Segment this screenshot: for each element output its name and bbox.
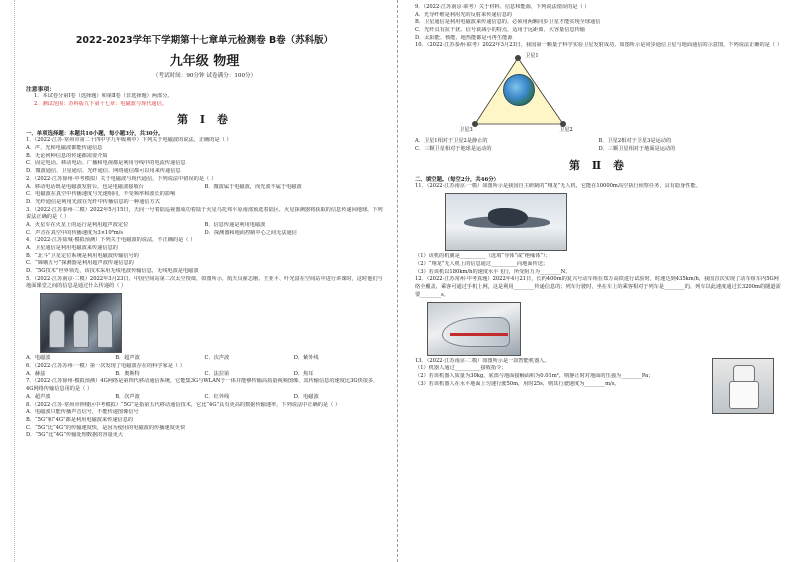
satellite-label-3: 卫星3 bbox=[459, 127, 473, 134]
exam-title: 2022-2023学年下学期第十七章单元检测卷 B卷（苏科版） bbox=[75, 35, 334, 46]
question-stem: 13．（2022·江苏南京·二模）如图所示是一款智能机器人。 bbox=[415, 357, 550, 364]
astronaut-figure bbox=[97, 310, 113, 348]
option: B．“北斗”卫星定位系统是利用电磁波传输信号的 bbox=[26, 252, 139, 259]
section-2-heading: 二、填空题。（每空2分，共46分） bbox=[415, 176, 500, 183]
option: C．红外线 bbox=[204, 393, 230, 400]
option: B．“5G”和“4G”都是利用电磁波来传递信息的 bbox=[26, 416, 134, 423]
question-stem: 5．（2022·江苏南京·二模）2022年3月23日，中国空间站第二次太空授课，如图所示，航天员翟志刚、王亚平、叶光富在空间站中进行讲课时，这时他们与地面课堂之间的信息是通过什么传递的（ ） bbox=[26, 275, 383, 290]
option: B．卫星通信是利用电磁波来传递信息的，必须用两颗同步卫星才能实现全球通信 bbox=[415, 19, 601, 26]
option-row bbox=[415, 146, 782, 154]
option: A．光导纤维是利用光的反射来传递信息的 bbox=[415, 11, 513, 18]
note-item: 1．本试卷分第Ⅰ卷（选择题）和第Ⅱ卷（非选择题）两部分。 bbox=[34, 93, 173, 99]
train-photo bbox=[427, 302, 521, 356]
question-stem: 9．（2022·江苏南京·联考）关于材料、信息和能源，下列说法错误的是（ ） bbox=[415, 4, 590, 10]
question-stem: 8．（2022·江苏·常州市钟楼区中考模拟）“5G”是指第五代移动通信技术，它比“4G”具有更高的数据传输速率，下列说法中正确的是（ ） bbox=[26, 401, 341, 408]
fill-blank: （1）机器人通过__________接收指令； bbox=[415, 365, 507, 372]
option: D．电磁波 bbox=[293, 393, 319, 400]
satellite-diagram bbox=[459, 52, 579, 136]
section-1-heading: 一、单项选择题：本题共10小题，每小题3分，共30分。 bbox=[26, 131, 164, 138]
option: A．卫星1相对于卫星2是静止的 bbox=[415, 138, 488, 145]
robot-head bbox=[733, 365, 755, 383]
notes-heading: 注意事项： bbox=[26, 87, 55, 93]
volume-1-heading: 第 Ⅰ 卷 bbox=[177, 113, 232, 127]
note-item-range: 2．测试范围：苏科版九下第十七章：电磁波与现代通信。 bbox=[34, 100, 167, 107]
exam-subject: 九年级 物理 bbox=[169, 54, 240, 69]
satellite-label-2: 卫星2 bbox=[559, 127, 573, 134]
drone-photo bbox=[445, 193, 567, 251]
robot-torso bbox=[729, 381, 759, 409]
option: D．三颗卫星相对于地面是运动的 bbox=[598, 145, 676, 152]
option: D．“5G技术”世界领先，该技术采用无线电波传输信息，无线电波是电磁波 bbox=[26, 268, 199, 275]
option: B．无论何种信息的传递都需要介质 bbox=[26, 152, 108, 159]
question-stem: 3．（2022·江苏泰州·二模）2022年5月15日，天问一号着陆巡视器成功着陆于火星乌托邦平原南部预选着陆区，火星探测器将获取的信息传递回地球，下列说法正确的是（ ） bbox=[26, 206, 383, 221]
option: C．光纤具有抗干扰、信号衰减小的特点，适用于远距离、大容量信息传输 bbox=[415, 27, 585, 34]
fill-blank: （2）“翔龙”无人机上的信息通过__________向地面传送； bbox=[415, 261, 549, 268]
question-stem: 7．（2022·江苏徐州·模拟预测）4G网络是第四代移动通信系统，它能集3G与WLAN于一体并能够传输高质量视频图像，其传输信息的速度比3G快很多，4G网络传输信息用的是（ ） bbox=[26, 378, 379, 393]
option-row bbox=[26, 371, 383, 379]
option: D．太阳能、核能、地热能都是可再生能源 bbox=[415, 34, 513, 41]
volume-2-heading: 第 Ⅱ 卷 bbox=[569, 158, 628, 172]
question-stem: 11．（2022·江苏南京·一模）如图所示是我国自主研制的“翔龙”无人机，它能在10000m高空执行侦察任务，具有隐身性能。 bbox=[415, 182, 701, 189]
option-row bbox=[415, 138, 782, 146]
question-stem: 10．（2022·江苏泰州·联考）2022年3月23日，我国第一颗量子科学实验卫星发射成功，如图所示是同步通信卫星与地面通信的示意图，下列说法正确的是（ ） bbox=[415, 42, 782, 49]
exam-time-score: （考试时间：90分钟 试卷满分：100分） bbox=[152, 73, 257, 79]
drone-body bbox=[488, 208, 528, 226]
question-stem: 12．（2022·江苏常州·中考真题）2022年4月21日，长约400m的复兴号动车组在郑万高铁进行试验时，时速达到435km/h，我国首次实现了动车组车内5G网络全覆盖，乘客可通过手机上网，这是利用________传递信息的；列车行驶时，坐在车上的乘客相对于列车是________的，列车以此速度通过长3200m的隧道需要________s。 bbox=[415, 276, 781, 298]
question-13-block bbox=[415, 358, 782, 389]
option: C．法拉第 bbox=[204, 370, 230, 377]
astronaut-figure bbox=[73, 310, 89, 348]
option: C．“5G”比“4G”的传输速度快，是因为使用的电磁波的传播速度更快 bbox=[26, 424, 186, 431]
option: A．赫兹 bbox=[26, 370, 46, 377]
option-row bbox=[26, 184, 383, 192]
option: B．信息传递是利用电磁波 bbox=[204, 221, 266, 228]
option: B．超声波 bbox=[115, 355, 140, 362]
option: B．次声波 bbox=[115, 393, 140, 400]
option: C．声音在真空中的传播速度为3×10⁸m/s bbox=[26, 229, 124, 236]
option: A．声、光和电磁波都能传递信息 bbox=[26, 145, 103, 152]
fill-blank: （1）该机的机翼是__________（选填“导体”或“绝缘体”）； bbox=[415, 253, 551, 260]
option: B．微波属于电磁波，而光波不属于电磁波 bbox=[204, 183, 302, 190]
option: D．微波通信、卫星通信、光纤通信、网络通信都可以用来传递信息 bbox=[26, 168, 181, 175]
option: C．次声波 bbox=[204, 355, 230, 362]
option: C．“嫦娥五号”探测器是利用超声波传递信息的 bbox=[26, 260, 134, 267]
train-nose bbox=[442, 317, 510, 347]
question-stem: 4．（2022·江苏盐城·模拟预测）下列关于电磁波的说法，不正确的是（ ） bbox=[26, 237, 196, 244]
option: C．三颗卫星相对于地球是运动的 bbox=[415, 145, 492, 152]
train-stripe bbox=[450, 333, 508, 336]
fill-blank: （2）若该机器人质量为30kg，底部与地面接触面积为0.01m²，则静止时对地面的压强为________Pa； bbox=[415, 372, 654, 379]
option: A．火星车在火星上的运行是利用超声波定位 bbox=[26, 221, 129, 228]
earth-globe bbox=[503, 74, 535, 106]
satellite-label-1: 卫星1 bbox=[525, 53, 539, 60]
option: A．卫星通信是利用电磁波来传递信息的 bbox=[26, 245, 118, 251]
option-row bbox=[26, 230, 383, 238]
option: D．紫外线 bbox=[293, 355, 319, 362]
astronaut-figure bbox=[49, 310, 65, 348]
fill-blank: （3）若该机以180km/h的速度水平飞行，所受阻力为________N。 bbox=[415, 268, 571, 275]
option: A．超声波 bbox=[26, 393, 51, 400]
option: C．电磁波在真空中传播速度与光速相同，不受频率和波长的影响 bbox=[26, 191, 176, 198]
option: D．焦耳 bbox=[293, 370, 314, 377]
option: D．光纤通信是利用光波在光纤中传播信息的一种通信方式 bbox=[26, 198, 160, 205]
option-row bbox=[26, 355, 383, 363]
question-stem: 1．（2022·江苏·常州市第二十四中学九年级期中）下列关于电磁波的说法，正确的是（ ） bbox=[26, 137, 232, 144]
option: D．“5G”比“4G”传输处理数据的容量更大 bbox=[26, 432, 124, 439]
fill-blank: （3）若该机器人在水平地面上匀速行驶50m，用时25s，则其行驶速度为________m/s。 bbox=[415, 380, 620, 387]
option-row bbox=[26, 222, 383, 230]
option: C．固定电话、移动电话、广播和电视都是利用导线中的电流传递信息 bbox=[26, 160, 186, 167]
astronaut-photo bbox=[40, 293, 122, 353]
right-column bbox=[397, 0, 794, 562]
option: D．探测器和地面控制中心之间无法通信 bbox=[204, 229, 297, 236]
option-row bbox=[26, 394, 383, 402]
option: A．电磁波 bbox=[26, 355, 51, 362]
option: A．移动电话既是电磁波发射台，也是电磁波接收台 bbox=[26, 183, 144, 190]
question-stem: 2．（2022·江苏徐州·中考模拟）关于电磁波与现代通信，下列说法中错误的是（ ） bbox=[26, 175, 217, 182]
option: A．电磁波只能传播声音信号，不能传递图像信号 bbox=[26, 409, 139, 416]
option: B．卫星2相对于卫星3是运动的 bbox=[598, 138, 672, 145]
robot-photo bbox=[712, 358, 774, 414]
option: B．奥斯特 bbox=[115, 370, 140, 377]
question-stem: 6．（2022·江苏苏州·一模）第一次发现了电磁波存在的科学家是（ ） bbox=[26, 362, 185, 369]
